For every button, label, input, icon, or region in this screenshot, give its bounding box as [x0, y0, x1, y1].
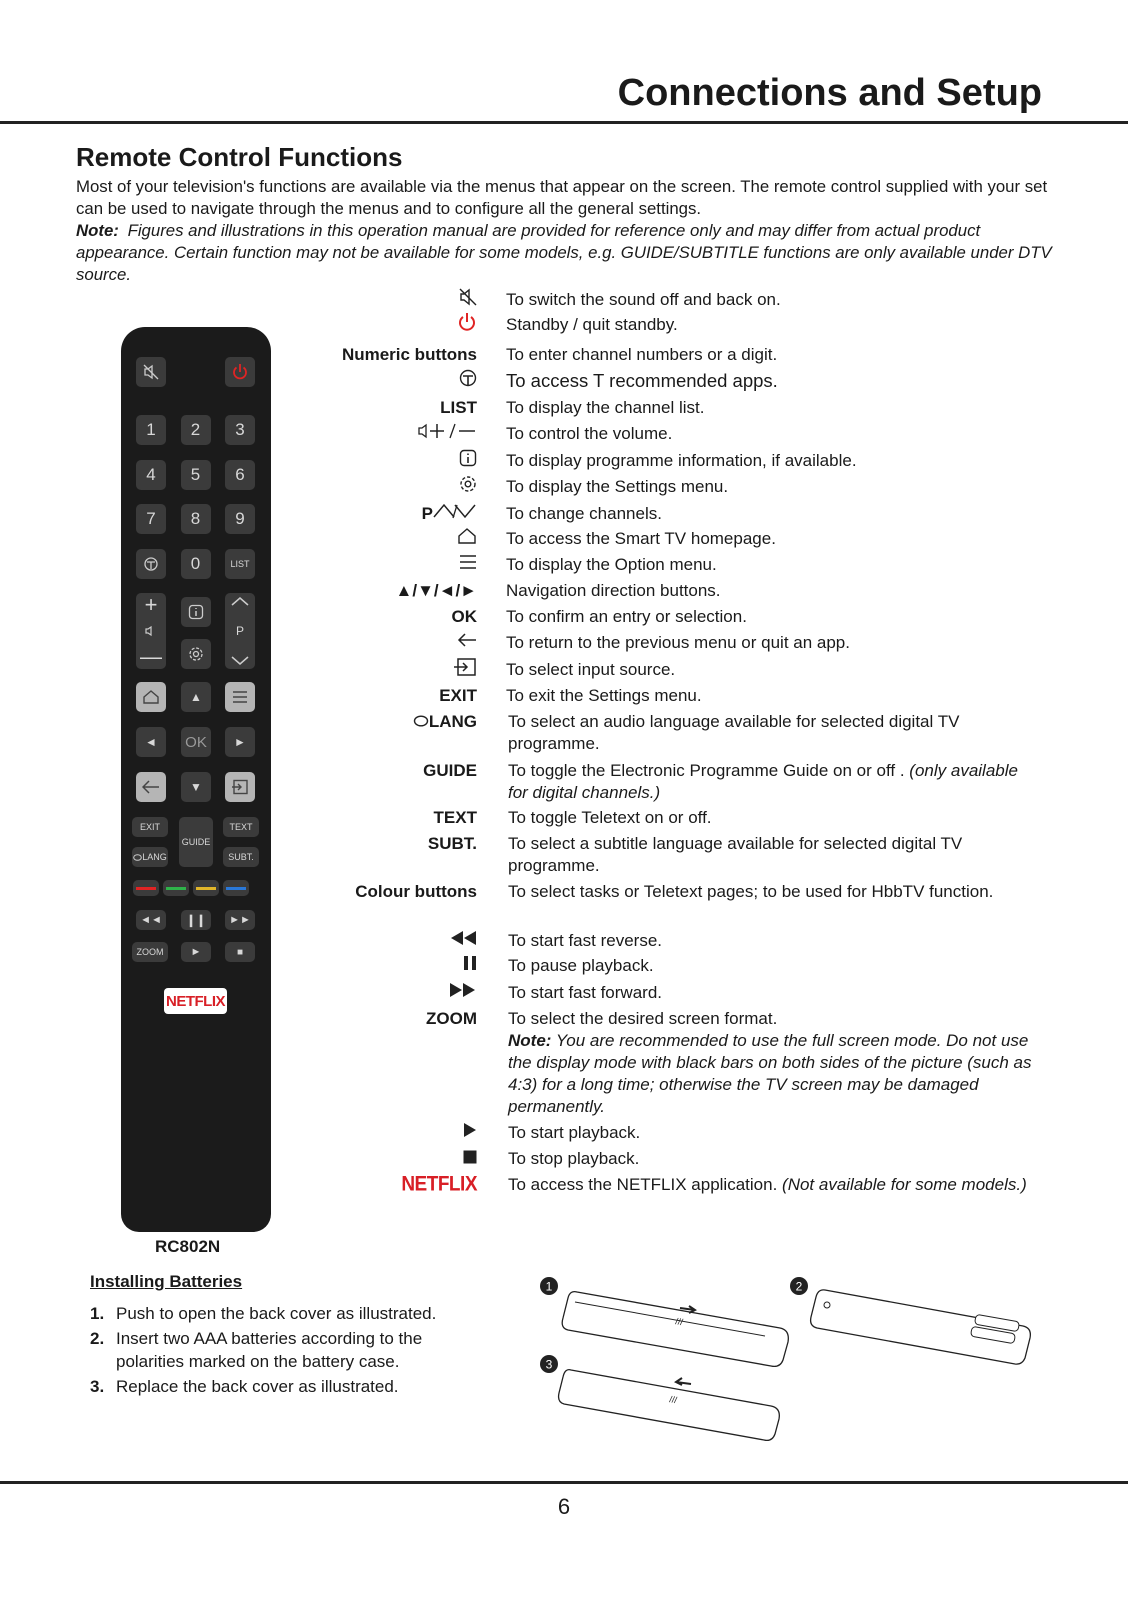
function-description: To return to the previous menu or quit an app.	[506, 633, 850, 652]
function-description: To access the Smart TV homepage.	[506, 529, 776, 548]
remote-info-key	[181, 597, 211, 627]
function-key-label: ZOOM	[426, 1009, 477, 1028]
remote-power-key	[225, 357, 255, 387]
remote-mute-key	[136, 357, 166, 387]
remote-text-key: TEXT	[223, 817, 259, 837]
function-key	[439, 685, 477, 707]
battery-step-number: 2.	[90, 1329, 105, 1348]
stop-icon	[463, 1148, 477, 1170]
step-1-figure	[540, 1277, 788, 1366]
function-description: To enter channel numbers or a digit.	[506, 345, 778, 364]
function-description: To toggle the Electronic Programme Guide on or off . (only available for digital channels.)	[508, 761, 1018, 802]
mute-icon	[459, 288, 477, 312]
function-key	[463, 955, 477, 977]
speaker-icon	[145, 625, 157, 637]
function-description: To switch the sound off and back on.	[506, 290, 781, 309]
remote-right-key: ►	[225, 727, 255, 757]
function-key	[342, 344, 477, 366]
section-title: Remote Control Functions	[76, 142, 403, 172]
function-description: Navigation direction buttons.	[506, 581, 721, 600]
note-label: Note:	[76, 221, 119, 240]
function-description: To select input source.	[506, 660, 676, 679]
function-key	[426, 1008, 477, 1030]
lang-icon	[413, 711, 429, 733]
source-icon	[231, 779, 249, 795]
page-title: Connections and Setup	[617, 72, 1042, 114]
remote-colour-key	[163, 880, 189, 896]
chevron-up-icon	[231, 596, 249, 606]
function-description: To display the channel list.	[506, 398, 705, 417]
mute-icon	[143, 364, 159, 380]
remote-model-label: RC802N	[155, 1237, 221, 1256]
remote-digit-key: 1	[136, 415, 166, 445]
function-key	[422, 503, 477, 525]
remote-play-key: ►	[181, 942, 211, 962]
battery-step-text: Insert two AAA batteries according to the polarities marked on the battery case.	[116, 1329, 423, 1371]
function-key	[457, 528, 477, 550]
remote-ff-key: ►►	[225, 910, 255, 930]
function-key-label: Numeric buttons	[341, 345, 477, 364]
info-icon	[188, 604, 204, 620]
function-description: To exit the Settings menu.	[506, 686, 702, 705]
chevron-down-icon	[231, 656, 249, 666]
function-description: To access T recommended apps.	[506, 370, 778, 391]
function-description: To select tasks or Teletext pages; to be used for HbbTV function.	[508, 882, 994, 901]
function-key	[423, 760, 477, 782]
rewind-icon	[449, 930, 477, 952]
battery-step-text: Replace the back cover as illustrated.	[116, 1377, 399, 1396]
lang-icon	[133, 854, 142, 861]
remote-digit-key: 9	[225, 504, 255, 534]
remote-subt-key: SUBT.	[223, 847, 259, 867]
function-key	[463, 1148, 477, 1170]
function-key	[417, 423, 477, 445]
volume-icon	[417, 422, 477, 446]
function-key	[457, 314, 477, 336]
page-number: 6	[557, 1494, 571, 1519]
function-description: To start playback.	[508, 1123, 641, 1142]
function-description: To start fast reverse.	[508, 931, 662, 950]
svg-text:///: ///	[668, 1394, 678, 1406]
home-icon	[457, 527, 477, 551]
battery-installation-figure	[535, 1272, 1045, 1452]
play-icon	[463, 1122, 477, 1144]
function-description: To change channels.	[506, 504, 662, 523]
remote-control-illustration	[121, 327, 271, 1232]
function-description: To start fast forward.	[508, 983, 662, 1002]
batteries-title: Installing Batteries	[90, 1272, 243, 1291]
power-icon	[457, 312, 477, 338]
info-icon	[459, 449, 477, 473]
function-description: To control the volume.	[506, 424, 673, 443]
step-2-figure	[790, 1277, 1030, 1364]
function-key	[459, 370, 477, 392]
remote-guide-key: GUIDE	[179, 817, 213, 867]
function-key	[401, 1174, 477, 1196]
remote-source-key	[225, 772, 255, 802]
remote-left-key: ◄	[136, 727, 166, 757]
function-description: To pause playback.	[508, 956, 654, 975]
function-description: To select a subtitle language available for selected digital TV programme.	[508, 834, 963, 875]
remote-exit-key: EXIT	[132, 817, 168, 837]
function-key	[449, 982, 477, 1004]
remote-back-key	[136, 772, 166, 802]
remote-colour-key	[193, 880, 219, 896]
function-description-note: (Not available for some models.)	[782, 1175, 1027, 1194]
function-key-label: LANG	[428, 712, 477, 731]
step-3-figure	[540, 1355, 779, 1440]
netflix-logo: NETFLIX	[401, 1172, 477, 1196]
function-description: To display the Option menu.	[506, 555, 717, 574]
function-key	[449, 930, 477, 952]
function-key	[453, 659, 477, 681]
remote-settings-key	[181, 639, 211, 669]
remote-volume-rocker: + —	[136, 593, 166, 669]
function-key	[413, 711, 477, 733]
svg-text:///: ///	[674, 1316, 684, 1328]
battery-step	[90, 1302, 490, 1325]
function-key	[355, 881, 477, 903]
function-key-label: Colour buttons	[355, 882, 477, 901]
note-paragraph	[76, 220, 1066, 286]
battery-step	[90, 1327, 490, 1373]
fast-forward-icon	[449, 982, 477, 1004]
function-key	[459, 289, 477, 311]
remote-digit-key: 6	[225, 460, 255, 490]
source-icon	[453, 657, 477, 683]
function-key	[459, 554, 477, 576]
remote-channel-rocker	[225, 593, 255, 669]
remote-t-key	[136, 549, 166, 579]
function-key-label: LIST	[440, 398, 477, 417]
remote-digit-key: 5	[181, 460, 211, 490]
figure-label-3: 3	[545, 1357, 553, 1372]
function-key	[428, 833, 477, 855]
remote-netflix-key: NETFLIX	[164, 988, 227, 1014]
function-key	[434, 807, 477, 829]
remote-lang-key	[132, 847, 168, 867]
t-logo-icon	[144, 557, 158, 571]
remote-zoom-key: ZOOM	[132, 942, 168, 962]
function-key	[459, 476, 477, 498]
function-description: To stop playback.	[508, 1149, 640, 1168]
menu-icon	[459, 554, 477, 576]
function-description-note: (only available for digital channels.)	[508, 761, 1018, 802]
note-text: Figures and illustrations in this operation manual are provided for reference only and may differ from actual product appearance. Certain function may not be available for some models, e.g. GUIDE/SUBTITLE functions are only available under DTV source.	[76, 221, 1052, 284]
remote-up-key: ▲	[181, 682, 211, 712]
function-key-label: SUBT.	[427, 834, 477, 853]
function-description: To access the NETFLIX application. (Not available for some models.)	[508, 1175, 1027, 1194]
remote-lang-label: LANG	[142, 852, 167, 862]
batteries-steps	[90, 1302, 490, 1400]
function-key	[459, 450, 477, 472]
function-key	[396, 580, 477, 602]
remote-p-label: P	[235, 624, 244, 638]
footer-divider	[0, 1481, 1128, 1484]
function-description: To select the desired screen format. Note: You are recommended to use the full screen mode. Do not use the display mode with black bars on both sides of the picture (such as 4:3) for a long time; otherwise the TV screen may be damaged permanently.	[508, 1008, 1038, 1118]
remote-rewind-key: ◄◄	[136, 910, 166, 930]
function-key-label: GUIDE	[423, 761, 477, 780]
function-description: To select an audio language available for selected digital TV programme.	[508, 712, 960, 753]
remote-down-key: ▼	[181, 772, 211, 802]
function-description: To toggle Teletext on or off.	[508, 808, 712, 827]
function-key-label: TEXT	[433, 808, 477, 827]
figure-label-2: 2	[795, 1279, 803, 1294]
settings-icon	[188, 646, 204, 662]
menu-icon	[232, 690, 248, 704]
function-description: To confirm an entry or selection.	[506, 607, 747, 626]
battery-step-text: Push to open the back cover as illustrated.	[116, 1304, 437, 1323]
remote-digit-key: 8	[181, 504, 211, 534]
remote-pause-key: ❙❙	[181, 910, 211, 930]
pause-icon	[463, 955, 477, 977]
remote-colour-key	[223, 880, 249, 896]
function-key-label: EXIT	[439, 686, 477, 705]
function-description: Standby / quit standby.	[506, 315, 678, 334]
battery-step-number: 1.	[90, 1304, 105, 1323]
zoom-note: Note: You are recommended to use the full screen mode. Do not use the display mode with black bars on both sides of the picture (such as 4:3) for a long time; otherwise the TV screen may be damaged permanently.	[508, 1031, 1032, 1116]
power-icon	[231, 363, 249, 381]
remote-digit-key: 4	[136, 460, 166, 490]
back-icon	[457, 632, 477, 654]
function-key-label: P	[421, 504, 433, 523]
remote-digit-key: 3	[225, 415, 255, 445]
channel-icon	[433, 503, 477, 525]
remote-menu-key	[225, 682, 255, 712]
function-key	[452, 606, 478, 628]
t-logo-icon	[459, 369, 477, 393]
function-key-label: ▲/▼/◄/►	[395, 581, 477, 600]
remote-ok-key: OK	[181, 727, 211, 757]
function-key-label: OK	[451, 607, 477, 626]
battery-step-number: 3.	[90, 1377, 105, 1396]
remote-list-key: LIST	[225, 549, 255, 579]
remote-digit-key: 0	[181, 549, 211, 579]
function-key	[457, 632, 477, 654]
remote-stop-key: ■	[225, 942, 255, 962]
figure-label-1: 1	[545, 1279, 553, 1294]
intro-paragraph: Most of your television's functions are available via the menus that appear on the screen. The remote control supplied with your set can be used to navigate through the menus and to configure all the general settings.	[76, 177, 1048, 218]
remote-digit-key: 7	[136, 504, 166, 534]
function-description: To display programme information, if available.	[506, 451, 857, 470]
function-key	[463, 1122, 477, 1144]
remote-digit-key: 2	[181, 415, 211, 445]
home-icon	[142, 689, 160, 705]
remote-home-key	[136, 682, 166, 712]
battery-step	[90, 1375, 490, 1398]
back-icon	[142, 780, 160, 794]
function-key	[440, 397, 477, 419]
function-description: To display the Settings menu.	[506, 477, 729, 496]
remote-colour-key	[133, 880, 159, 896]
settings-icon	[459, 475, 477, 499]
header-divider	[0, 121, 1128, 124]
